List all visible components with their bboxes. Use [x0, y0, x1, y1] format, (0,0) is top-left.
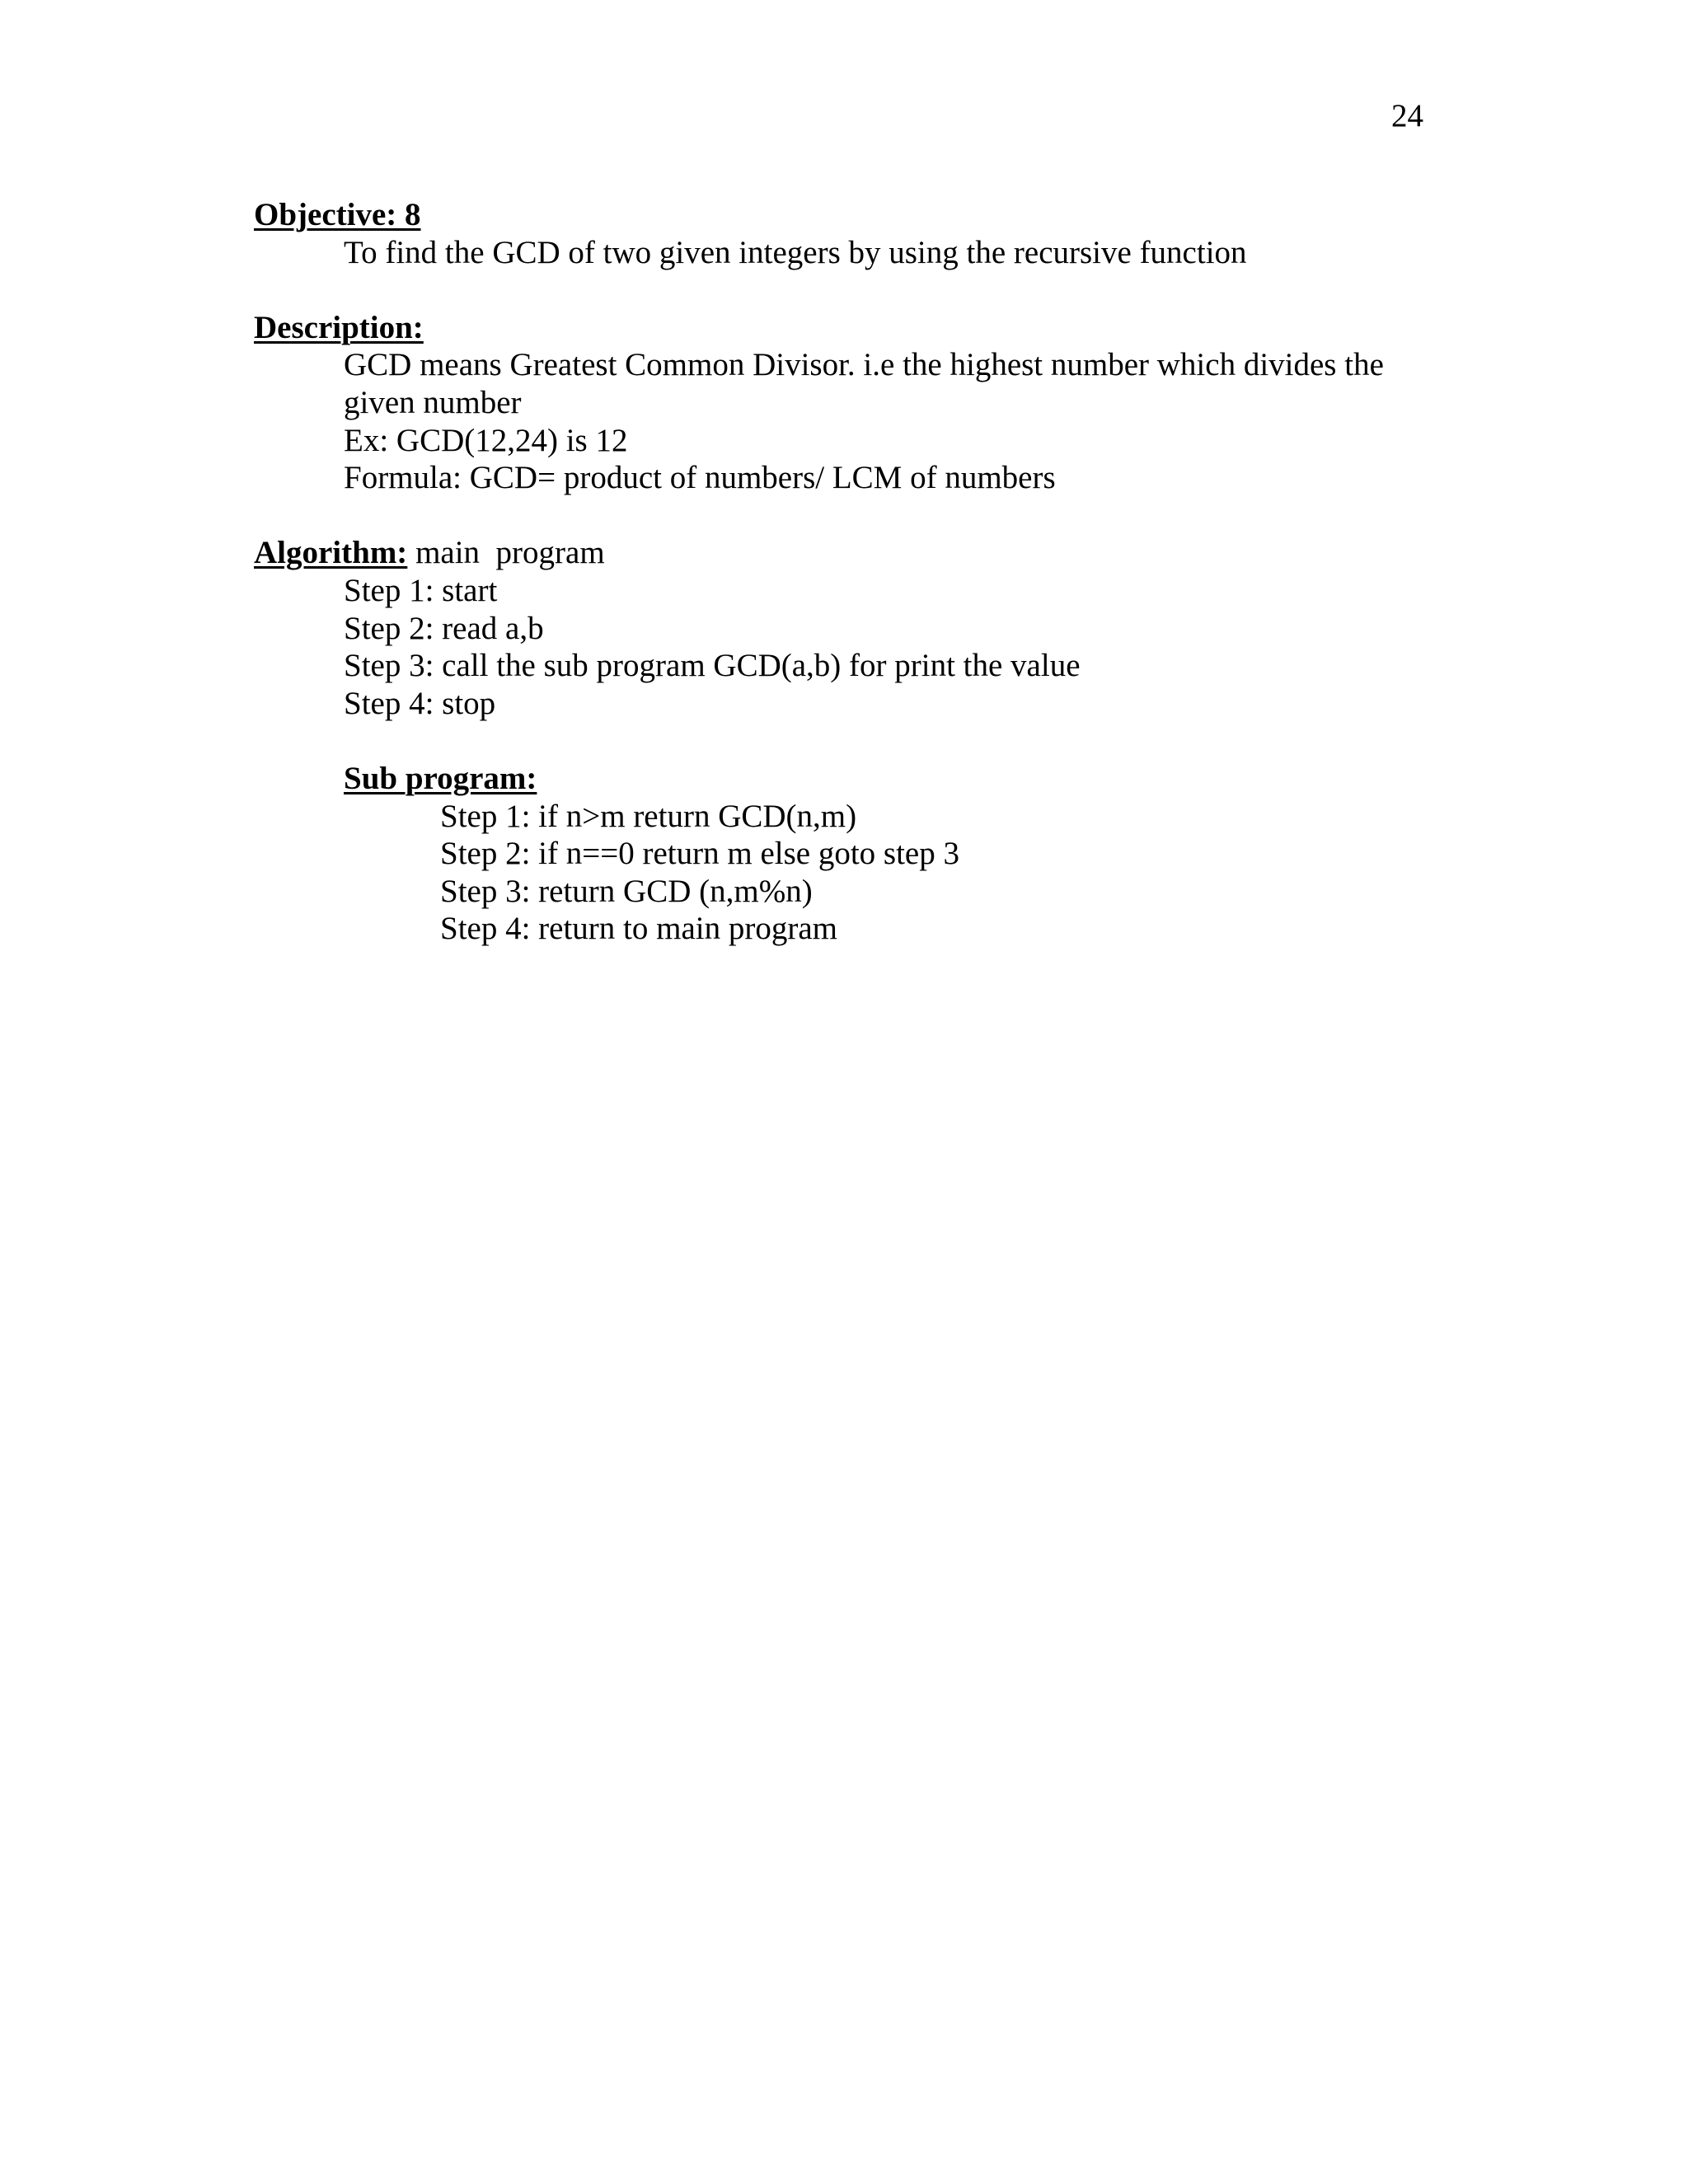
sub-program-step: Step 3: return GCD (n,m%n) — [440, 873, 813, 909]
document-body — [254, 196, 1449, 948]
algorithm-heading: Algorithm: — [254, 535, 408, 571]
objective-heading: Objective: 8 — [254, 197, 421, 232]
page-number: 24 — [1391, 98, 1423, 134]
description-line-2: given number — [344, 384, 522, 420]
algorithm-step: Step 2: read a,b — [344, 610, 544, 646]
algorithm-section — [254, 534, 1449, 572]
sub-program-step: Step 2: if n==0 return m else goto step 3 — [440, 836, 959, 872]
sub-program-step: Step 4: return to main program — [440, 911, 837, 947]
objective-text: To find the GCD of two given integers by using the recursive function — [344, 234, 1247, 270]
spacer — [254, 722, 1449, 760]
algorithm-step: Step 1: start — [344, 572, 498, 608]
sub-program-step: Step 1: if n>m return GCD(n,m) — [440, 798, 857, 834]
sub-program-section — [254, 760, 1449, 798]
description-example: Ex: GCD(12,24) is 12 — [344, 422, 628, 458]
description-formula: Formula: GCD= product of numbers/ LCM of numbers — [344, 460, 1056, 496]
algorithm-subtitle: main program — [415, 535, 605, 571]
sub-program-heading: Sub program: — [344, 760, 537, 796]
description-line-1: GCD means Greatest Common Divisor. i.e the highest number which divides the — [344, 347, 1384, 383]
spacer — [254, 271, 1449, 309]
algorithm-step: Step 4: stop — [344, 685, 496, 721]
spacer — [254, 497, 1449, 535]
description-heading: Description: — [254, 309, 424, 345]
description-section — [254, 309, 1449, 347]
objective-section — [254, 196, 1449, 234]
algorithm-step: Step 3: call the sub program GCD(a,b) for print the value — [344, 648, 1081, 684]
